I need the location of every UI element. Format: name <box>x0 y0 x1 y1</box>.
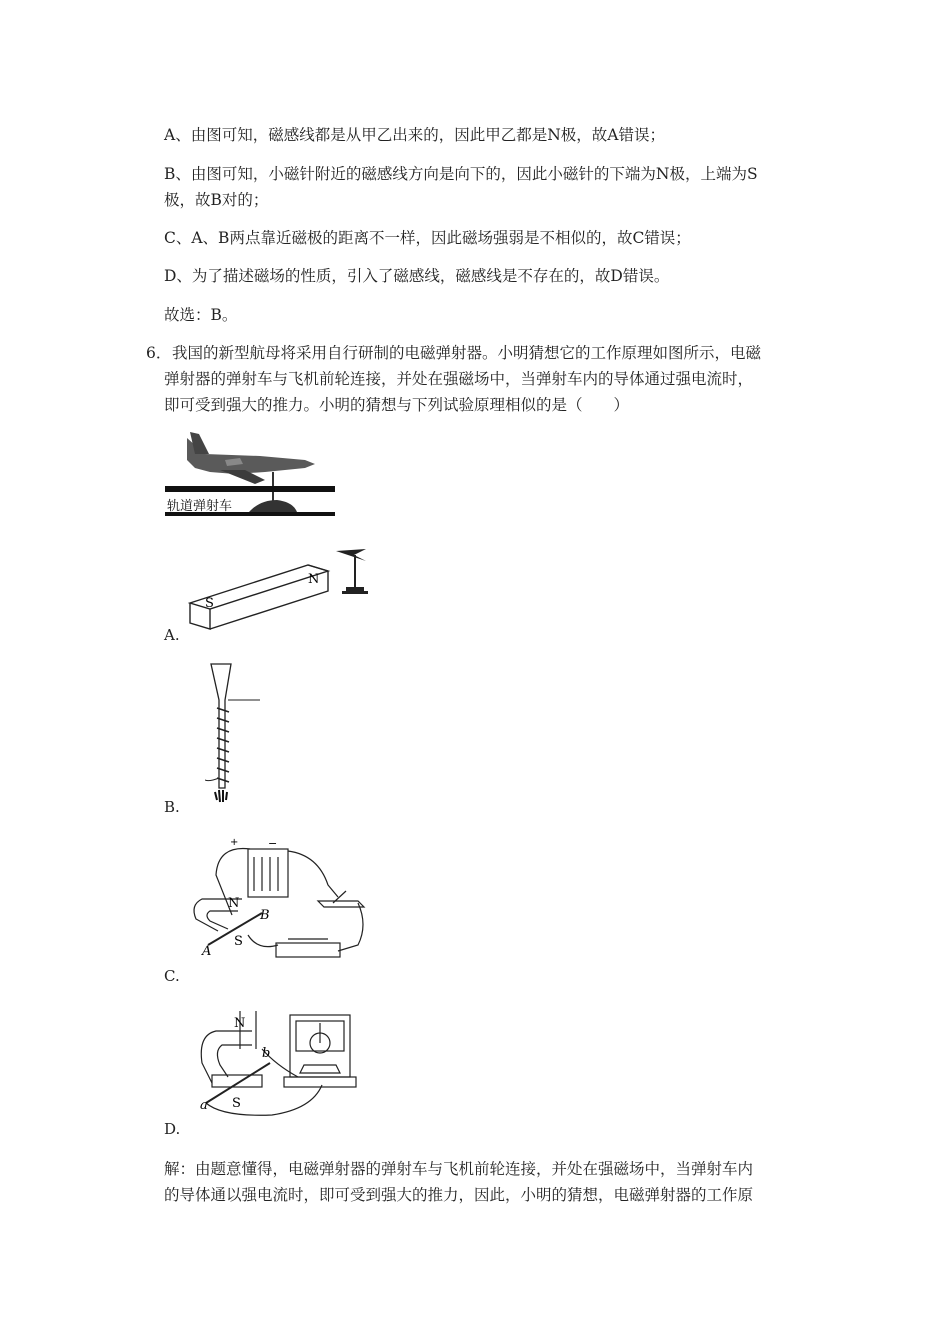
magnet-s-label: S <box>232 1096 241 1111</box>
battery-plus-label: + <box>230 837 239 848</box>
question-line2: 弹射器的弹射车与飞机前轮连接，并处在强磁场中，当弹射车内的导体通过强电流时， <box>164 370 754 388</box>
question-line1: 我国的新型航母将采用自行研制的电磁弹射器。小明猜想它的工作原理如图所示，电磁 <box>172 344 762 362</box>
solution-option-b-line2: 极，故B对的； <box>164 191 269 209</box>
rod-end-b-label: B <box>260 908 270 923</box>
magnet-s-label: S <box>205 596 214 611</box>
rod-end-a-label: A <box>202 944 212 959</box>
solution-option-d: D、为了描述磁场的性质，引入了磁感线，磁感线是不存在的，故D错误。 <box>164 267 670 285</box>
question-line3: 即可受到强大的推力。小明的猜想与下列试验原理相似的是（ ） <box>164 396 630 414</box>
solution-line2: 的导体通以强电流时，即可受到强大的推力，因此，小明的猜想，电磁弹射器的工作原 <box>164 1186 754 1204</box>
magnet-n-label: N <box>308 572 320 587</box>
track-rail-top <box>165 486 335 492</box>
electromagnet-nail-icon <box>205 664 260 802</box>
galvanometer-icon <box>284 1015 356 1087</box>
solution-option-c: C、A、B两点靠近磁极的距离不一样，因此磁场强弱是不相似的，故C错误； <box>164 229 691 247</box>
option-a-label[interactable]: A. <box>164 626 180 644</box>
option-d-label[interactable]: D. <box>164 1120 181 1138</box>
switch-icon <box>318 901 364 907</box>
option-c-figure <box>188 835 378 965</box>
option-d-figure <box>192 1005 372 1120</box>
solution-line1: 解：由题意懂得，电磁弹射器的弹射车与飞机前轮连接，并处在强磁场中，当弹射车内 <box>164 1160 754 1178</box>
option-a-figure <box>188 545 388 637</box>
rod-end-a-label: a <box>200 1098 208 1113</box>
battery-minus-label: − <box>268 837 278 850</box>
option-b-label[interactable]: B. <box>164 798 180 816</box>
solution-option-a: A、由图可知，磁感线都是从甲乙出来的，因此甲乙都是N极，故A错误； <box>164 126 665 144</box>
magnet-n-label: N <box>228 896 240 911</box>
option-b-figure <box>205 660 265 810</box>
catapult-cart <box>249 500 297 512</box>
rod-end-b-label: b <box>262 1046 271 1061</box>
magnet-n-label: N <box>234 1016 246 1031</box>
track-cart-label: 轨道弹射车 <box>167 498 233 513</box>
question-number: 6． <box>146 344 172 362</box>
option-c-label[interactable]: C. <box>164 967 180 985</box>
solution-option-b-line1: B、由图可知，小磁针附近的磁感线方向是向下的，因此小磁针的下端为N极，上端为S <box>164 165 758 183</box>
rheostat-icon <box>276 943 340 957</box>
solution-answer: 故选：B。 <box>164 306 238 324</box>
catapult-figure <box>165 430 340 522</box>
magnet-s-label: S <box>234 934 243 949</box>
compass-needle-icon <box>336 549 368 594</box>
